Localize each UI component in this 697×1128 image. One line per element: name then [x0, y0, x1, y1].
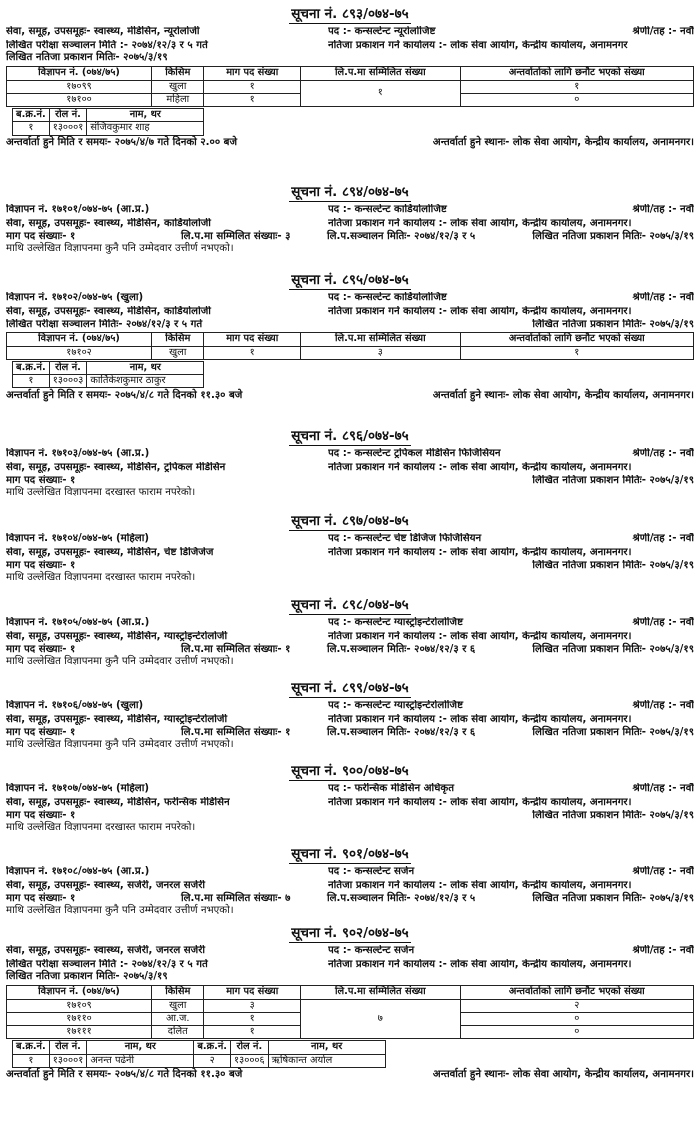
notice-893 — [6, 6, 694, 151]
table-row: १७१०२ खुला १ ३ १ — [7, 346, 694, 359]
merged-cell: ७ — [300, 999, 460, 1039]
post: पद :- कन्सल्टेन्ट कार्डियोलोजिष्ट — [328, 204, 447, 216]
result-table — [6, 66, 694, 107]
post: पद :- कन्सल्टेन्ट न्यूरोलोजिष्ट — [328, 26, 436, 38]
interview-info: अन्तर्वार्ता हुने मिति र समयः- २०७५/४/८ गते दिनको ११.३० बजे अन्तर्वार्ता हुने स्थानः- लोक सेवा आयोग, केन्द्रीय कार्यालय, अनामनगर। — [6, 390, 694, 401]
notice-title: सूचना नं. ८९४/०७४-७५ — [291, 184, 409, 200]
notice-title: सूचना नं. ९००/०७४-७५ — [291, 763, 409, 779]
table-header: माग पद संख्या — [204, 67, 301, 80]
note: माथि उल्लेखित विज्ञापनमा कुनै पनि उम्मेदवार उत्तीर्ण नभएको। — [6, 905, 234, 917]
notice-title: सूचना नं. ९०१/०७४-७५ — [291, 846, 409, 862]
grade: श्रेणी/तह :- नवौं — [632, 204, 694, 216]
candidate-table: ब.क्र.नं. रोल नं. नाम, थर १ १३०००१ संजिवकुमार शाह — [12, 108, 204, 135]
table-row: १७१११ दलित १ ० — [7, 1026, 694, 1039]
exam-date: लिखित परीक्षा सञ्चालन मिति :- २०७४/१२/३ र ५ गते — [6, 39, 208, 51]
notice-title: सूचना नं. ८९७/०७४-७५ — [291, 513, 409, 529]
table-row: १ १३०००१ अनन्त पढेनी २ १३०००६ ऋषिकान्त अर्याल — [13, 1054, 386, 1067]
service-group: सेवा, समूह, उपसमूहः- स्वास्थ्य, मेडिसिन, न्यूरोलोजी — [6, 26, 200, 38]
office: नतिजा प्रकाशन गर्ने कार्यालय :- लोक सेवा आयोग, केन्द्रीय कार्यालय, अनामनगर। — [328, 217, 632, 229]
table-row: १ १३०००३ कार्तिकेशकुमार ठाकुर — [13, 375, 204, 388]
table-row: १ १३०००१ संजिवकुमार शाह — [13, 122, 204, 135]
office: नतिजा प्रकाशन गर्ने कार्यालय :- लोक सेवा आयोग, केन्द्रीय कार्यालय, अनामनगर। — [328, 305, 632, 317]
table-header: लि.प.मा सम्मिलित संख्या — [300, 67, 460, 80]
candidate-table: ब.क्र.नं. रोल नं. नाम, थर १ १३०००३ कार्तिकेशकुमार ठाकुर — [12, 361, 204, 388]
post: पद :- कन्सल्टेन्ट कार्डियोलोजिष्ट — [328, 292, 447, 304]
service-group: सेवा, समूह, उपसमूहः- स्वास्थ्य, मेडिसिन, कार्डियोलोजी — [6, 305, 211, 317]
table-row: १७१०० महिला १ ० — [7, 93, 694, 106]
notice-895: सूचना नं. ८९५/०७४-७५ विज्ञापन नं. १७१०२/०७४-७५ (खुला) पद :- कन्सल्टेन्ट कार्डियोलोजिष्ट श्रेणी/तह :- नवौं सेवा, समूह, उपसमूहः- स्वास्थ्य, मेडिसिन, कार्डियोलोजी नतिजा प्रकाशन गर्ने कार्यालय :- लोक सेवा आयोग, केन्द्रीय कार्यालय, अनामनगर। लिखित परीक्षा सञ्चालन मितिः- २०७४/१२/३ र ५ गते लिखित नतिजा प्रकाशन मितिः- २०७५/३/१९ विज्ञापन नं. (०७४/७५) किसिम माग पद संख्या लि.प.मा सम्मिलित संख्या अन्तर्वार्ताको लागि छनौट भएको संख्या १७१०२ खुला १ ३ १ ब.क्र.नं. रोल नं. नाम, थर १ १३०००३ कार्तिकेशकुमार ठाकुर अन्तर्वार्ता हुने मिति र समयः- २०७५/४/८ गते दिनको ११.३० बजे अन्तर्वार्ता हुने स्थानः- लोक सेवा आयोग, केन्द्रीय कार्यालय, अनामनगर। — [6, 272, 694, 403]
table-row: १७११० आ.ज. १ ० — [7, 1012, 694, 1025]
info-row — [6, 39, 694, 52]
notice-title: सूचना नं. ८९५/०७४-७५ — [291, 272, 409, 288]
interview-info: अन्तर्वार्ता हुने मिति र समयः- २०७५/४/७ गते दिनको २.०० बजे अन्तर्वार्ता हुने स्थानः- लोक सेवा आयोग, केन्द्रीय कार्यालय, अनामनगर। — [6, 137, 694, 149]
note: माथि उल्लेखित विज्ञापनमा दरखास्त फाराम नपरेको। — [6, 572, 196, 584]
note: माथि उल्लेखित विज्ञापनमा दरखास्त फाराम नपरेको। — [6, 822, 196, 834]
advert-number: विज्ञापन नं. १७१०२/०७४-७५ (खुला) — [6, 292, 144, 304]
table-header: किसिम — [152, 67, 204, 80]
notice-898: सूचना नं. ८९८/०७४-७५ विज्ञापन नं. १७१०५/०७४-७५ (आ.प्र.) पद :- कन्सल्टेन्ट ग्यास्ट्रोइन्टेरोलोजिष्ट श्रेणी/तह :- नवौं सेवा, समूह, उपसमूहः- स्वास्थ्य, मेडिसिन, ग्यास्ट्रोइन्टेरोलोजी नतिजा प्रकाशन गर्ने कार्यालय :- लोक सेवा आयोग, केन्द्रीय कार्यालय, अनामनगर। माग पद संख्याः- १ लि.प.मा सम्मिलित संख्याः- १ लि.प.सञ्चालन मितिः- २०७४/१२/३ र ६ लिखित नतिजा प्रकाशन मितिः- २०७५/३/१९ माथि उल्लेखित विज्ञापनमा कुनै पनि उम्मेदवार उत्तीर्ण नभएको। — [6, 597, 694, 670]
candidate-table: ब.क्र.नं. रोल नं. नाम, थर ब.क्र.नं. रोल नं. नाम, थर १ १३०००१ अनन्त पढेनी २ १३०००६ ऋषिकान्त अर्याल — [12, 1040, 386, 1067]
grade: श्रेणी/तह :- नवौं — [632, 292, 694, 304]
merged-cell: १ — [300, 80, 460, 106]
office: नतिजा प्रकाशन गर्ने कार्यालय :- लोक सेवा आयोग, केन्द्रीय कार्यालय, अनामनगर — [328, 39, 628, 51]
note: माथि उल्लेखित विज्ञापनमा कुनै पनि उम्मेदवार उत्तीर्ण नभएको। — [6, 243, 234, 255]
notice-899: सूचना नं. ८९९/०७४-७५ विज्ञापन नं. १७१०६/०७४-७५ (खुला) पद :- कन्सल्टेन्ट ग्यास्ट्रोइन्टेरोलोजिष्ट श्रेणी/तह :- नवौं सेवा, समूह, उपसमूहः- स्वास्थ्य, मेडिसिन, ग्यास्ट्रोइन्टेरोलोजी नतिजा प्रकाशन गर्ने कार्यालय :- लोक सेवा आयोग, केन्द्रीय कार्यालय, अनामनगर। माग पद संख्याः- १ लि.प.मा सम्मिलित संख्याः- १ लि.प.सञ्चालन मितिः- २०७४/१२/३ र ६ लिखित नतिजा प्रकाशन मितिः- २०७५/३/१९ माथि उल्लेखित विज्ञापनमा कुनै पनि उम्मेदवार उत्तीर्ण नभएको। — [6, 680, 694, 753]
notice-894: सूचना नं. ८९४/०७४-७५ विज्ञापन नं. १७१०१/०७४-७५ (आ.प्र.) पद :- कन्सल्टेन्ट कार्डियोलोजिष्ट श्रेणी/तह :- नवौं सेवा, समूह, उपसमूहः- स्वास्थ्य, मेडिसिन, कार्डियोलोजी नतिजा प्रकाशन गर्ने कार्यालय :- लोक सेवा आयोग, केन्द्रीय कार्यालय, अनामनगर। माग पद संख्याः- १ लि.प.मा सम्मिलित संख्याः- ३ लि.प.सञ्चालन मितिः- २०७४/१२/३ र ५ लिखित नतिजा प्रकाशन मितिः- २०७५/३/१९ माथि उल्लेखित विज्ञापनमा कुनै पनि उम्मेदवार उत्तीर्ण नभएको। — [6, 184, 694, 257]
note: माथि उल्लेखित विज्ञापनमा दरखास्त फाराम नपरेको। — [6, 487, 196, 499]
service-group: सेवा, समूह, उपसमूहः- स्वास्थ्य, मेडिसिन, कार्डियोलोजी — [6, 217, 211, 229]
table-header: अन्तर्वार्ताको लागि छनौट भएको संख्या — [460, 67, 693, 80]
grade: श्रेणी/तह :- नवौं — [632, 26, 694, 38]
advert-number: विज्ञापन नं. १७१०१/०७४-७५ (आ.प्र.) — [6, 204, 150, 216]
interview-info: अन्तर्वार्ता हुने मिति र समयः- २०७५/४/८ गते दिनको ११.३० बजे अन्तर्वार्ता हुने स्थानः- लोक सेवा आयोग, केन्द्रीय कार्यालय, अनामनगर। — [6, 1069, 694, 1081]
note: माथि उल्लेखित विज्ञापनमा कुनै पनि उम्मेदवार उत्तीर्ण नभएको। — [6, 739, 234, 751]
notice-902: सूचना नं. ९०२/०७४-७५ सेवा, समूह, उपसमूहः- स्वास्थ्य, सर्जरी, जनरल सर्जरी पद :- कन्सल्टेन्ट सर्जन श्रेणी/तह :- नवौं लिखित परीक्षा सञ्चालन मिति :- २०७४/१२/३ र ५ गते नतिजा प्रकाशन गर्ने कार्यालय :- लोक सेवा आयोग, केन्द्रीय कार्यालय, अनामनगर। लिखित नतिजा प्रकाशन मितिः- २०७५/३/१९ विज्ञापन नं. (०७४/७५) किसिम माग पद संख्या लि.प.मा सम्मिलित संख्या अन्तर्वार्ताको लागि छनौट भएको संख्या १७१०९ खुला ३ ७ २ १७११० आ.ज. १ ० १७१११ दलित १ ० ब.क्र.नं. रोल नं. नाम, थर ब.क्र.नं. रोल नं. नाम, थर १ १३०००१ अनन्त पढेनी २ १३०००६ ऋषिकान्त अर्याल अन्तर्वार्ता हुने मिति र समयः- २०७५/४/८ गते दिनको ११.३० बजे अन्तर्वार्ता हुने स्थानः- लोक सेवा आयोग, केन्द्रीय कार्यालय, अनामनगर। — [6, 925, 694, 1083]
notice-title: सूचना नं. ८९८/०७४-७५ — [291, 597, 409, 613]
notice-896: सूचना नं. ८९६/०७४-७५ विज्ञापन नं. १७१०३/०७४-७५ (आ.प्र.) पद :- कन्सल्टेन्ट ट्रपिकल मेडिसिन फिजिसियन श्रेणी/तह :- नवौं सेवा, समूह, उपसमूहः- स्वास्थ्य, मेडिसिन, ट्रपिकल मेडिसिन नतिजा प्रकाशन गर्ने कार्यालय :- लोक सेवा आयोग, केन्द्रीय कार्यालय, अनामनगर। माग पद संख्याः- १ लिखित नतिजा प्रकाशन मितिः- २०७५/३/१९ माथि उल्लेखित विज्ञापनमा दरखास्त फाराम नपरेको। — [6, 428, 694, 501]
note: माथि उल्लेखित विज्ञापनमा कुनै पनि उम्मेदवार उत्तीर्ण नभएको। — [6, 656, 234, 668]
table-row: १७१०९ खुला ३ ७ २ — [7, 999, 694, 1012]
notice-title: सूचना नं. ८९३/०७४-७५ — [291, 6, 409, 22]
result-date: लिखित नतिजा प्रकाशन मितिः- २०७५/३/१९ — [6, 52, 168, 64]
notice-900: सूचना नं. ९००/०७४-७५ विज्ञापन नं. १७१०७/०७४-७५ (महिला) पद :- फरेन्सिक मेडिसिन अधिकृत श्रेणी/तह :- नवौं सेवा, समूह, उपसमूहः- स्वास्थ्य, मेडिसिन, फरेन्सिक मेडिसिन नतिजा प्रकाशन गर्ने कार्यालय :- लोक सेवा आयोग, केन्द्रीय कार्यालय, अनामनगर। माग पद संख्याः- १ लिखित नतिजा प्रकाशन मितिः- २०७५/३/१९ माथि उल्लेखित विज्ञापनमा दरखास्त फाराम नपरेको। — [6, 763, 694, 836]
info-row — [6, 26, 694, 39]
notice-901: सूचना नं. ९०१/०७४-७५ विज्ञापन नं. १७१०८/०७४-७५ (आ.प्र.) पद :- कन्सल्टेन्ट सर्जन श्रेणी/तह :- नवौं सेवा, समूह, उपसमूहः- स्वास्थ्य, सर्जरी, जनरल सर्जरी नतिजा प्रकाशन गर्ने कार्यालय :- लोक सेवा आयोग, केन्द्रीय कार्यालय, अनामनगर। माग पद संख्याः- १ लि.प.मा सम्मिलित संख्याः- ७ लि.प.सञ्चालन मितिः- २०७४/१२/३ र ५ लिखित नतिजा प्रकाशन मितिः- २०७५/३/१९ माथि उल्लेखित विज्ञापनमा कुनै पनि उम्मेदवार उत्तीर्ण नभएको। — [6, 846, 694, 919]
table-header: विज्ञापन नं. (०७४/७५) — [7, 67, 152, 80]
result-table: विज्ञापन नं. (०७४/७५) किसिम माग पद संख्या लि.प.मा सम्मिलित संख्या अन्तर्वार्ताको लागि छनौट भएको संख्या १७१०२ खुला १ ३ १ — [6, 332, 694, 359]
table-row: १७०९९ खुला १ १ १ — [7, 80, 694, 93]
result-table: विज्ञापन नं. (०७४/७५) किसिम माग पद संख्या लि.प.मा सम्मिलित संख्या अन्तर्वार्ताको लागि छनौट भएको संख्या १७१०९ खुला ३ ७ २ १७११० आ.ज. १ ० १७१११ दलित १ ० — [6, 985, 694, 1039]
notice-title: सूचना नं. ९०२/०७४-७५ — [291, 925, 409, 941]
notice-title: सूचना नं. ८९९/०७४-७५ — [291, 680, 409, 696]
notice-897: सूचना नं. ८९७/०७४-७५ विज्ञापन नं. १७१०४/०७४-७५ (महिला) पद :- कन्सल्टेन्ट चेष्ट डिजिज फिजिसियन श्रेणी/तह :- नवौं सेवा, समूह, उपसमूहः- स्वास्थ्य, मेडिसिन, चेष्ट डिजिजेज नतिजा प्रकाशन गर्ने कार्यालय :- लोक सेवा आयोग, केन्द्रीय कार्यालय, अनामनगर। माग पद संख्याः- १ लिखित नतिजा प्रकाशन मितिः- २०७५/३/१९ माथि उल्लेखित विज्ञापनमा दरखास्त फाराम नपरेको। — [6, 513, 694, 586]
notice-title: सूचना नं. ८९६/०७४-७५ — [291, 428, 409, 444]
